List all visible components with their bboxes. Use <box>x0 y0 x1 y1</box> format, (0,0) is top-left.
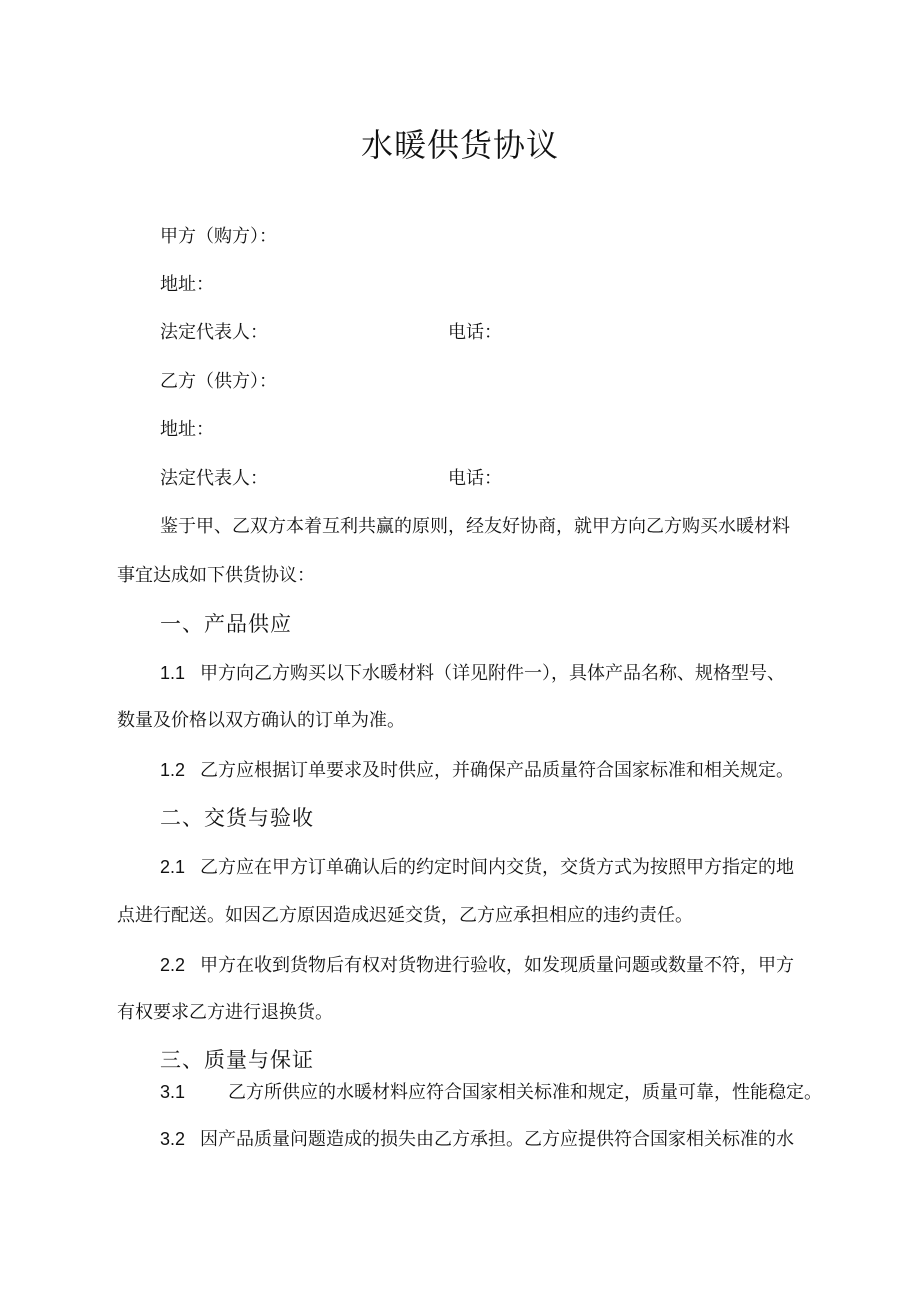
preamble-line-1: 鉴于甲、乙双方本着互利共赢的原则，经友好协商，就甲方向乙方购买水暖材料 <box>160 516 790 537</box>
clause-number: 3.2 <box>160 1129 186 1149</box>
party-b-phone-label: 电话： <box>448 468 502 489</box>
party-b-address-label: 地址： <box>160 419 214 440</box>
clause-text: 乙方应在甲方订单确认后的约定时间内交货，交货方式为按照甲方指定的地 <box>200 857 794 878</box>
party-a-address-label: 地址： <box>160 274 214 295</box>
clause-number: 2.1 <box>160 857 186 877</box>
clause-text: 乙方所供应的水暖材料应符合国家相关标准和规定，质量可靠，性能稳定。 <box>228 1082 822 1103</box>
clause-2-1-line-1 <box>160 855 794 880</box>
party-a-phone-label: 电话： <box>448 322 502 343</box>
clause-2-2-line-2: 有权要求乙方进行退换货。 <box>117 1002 333 1023</box>
clause-3-2-line-1 <box>160 1127 794 1152</box>
section-heading: 一、产品供应 <box>160 612 292 636</box>
section-heading: 二、交货与验收 <box>160 806 314 830</box>
party-b-rep-label: 法定代表人： <box>160 468 268 489</box>
clause-number: 1.1 <box>160 663 186 683</box>
section-heading: 三、质量与保证 <box>160 1048 314 1072</box>
clause-1-2-line-1 <box>160 758 794 783</box>
clause-2-2-line-1 <box>160 953 794 978</box>
clause-number: 3.1 <box>160 1082 186 1102</box>
clause-number: 2.2 <box>160 955 186 975</box>
preamble-line-2: 事宜达成如下供货协议： <box>117 565 315 586</box>
clause-1-1-line-1 <box>160 661 785 686</box>
party-b-label: 乙方（供方）： <box>160 371 277 392</box>
clause-text: 甲方在收到货物后有权对货物进行验收，如发现质量问题或数量不符，甲方 <box>200 955 794 976</box>
page-title: 水暖供货协议 <box>360 126 559 164</box>
clause-text: 因产品质量问题造成的损失由乙方承担。乙方应提供符合国家相关标准的水 <box>200 1129 794 1150</box>
clause-1-1-line-2: 数量及价格以双方确认的订单为准。 <box>117 710 405 731</box>
clause-3-1-line-1 <box>160 1080 822 1105</box>
clause-2-1-line-2: 点进行配送。如因乙方原因造成迟延交货，乙方应承担相应的违约责任。 <box>117 905 693 926</box>
clause-text: 乙方应根据订单要求及时供应，并确保产品质量符合国家标准和相关规定。 <box>200 760 794 781</box>
party-a-rep-label: 法定代表人： <box>160 322 268 343</box>
clause-number: 1.2 <box>160 760 186 780</box>
party-a-label: 甲方（购方）： <box>160 226 277 247</box>
clause-text: 甲方向乙方购买以下水暖材料（详见附件一），具体产品名称、规格型号、 <box>200 663 785 684</box>
